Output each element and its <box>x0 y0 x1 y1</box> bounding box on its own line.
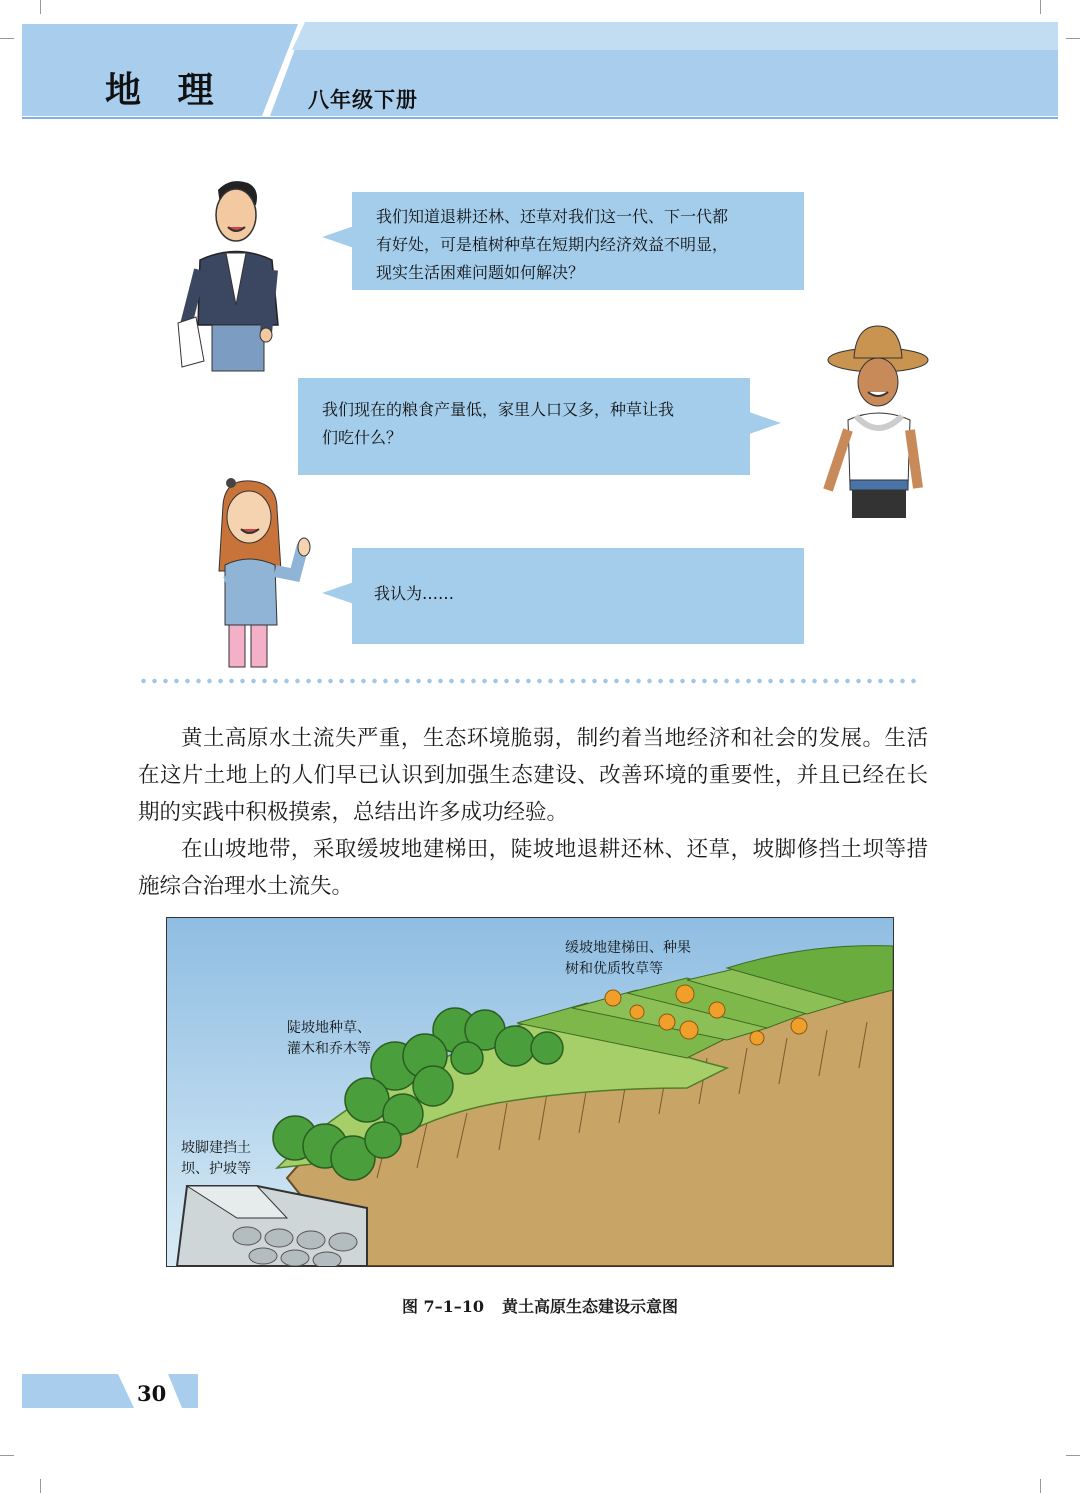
speech-bubble-farmer <box>298 378 750 475</box>
label-steep-slope <box>287 1018 371 1060</box>
label-line: 陡坡地种草、 <box>287 1020 371 1036</box>
label-terraces <box>565 938 691 980</box>
figure-illustration <box>166 917 894 1267</box>
paragraph: 黄土高原水土流失严重，生态环境脆弱，制约着当地经济和社会的发展。生活在这片土地上的人们早已认识到加强生态建设、改善环境的重要性，并且已经在长期的实践中积极摸索，总结出许多成功经验。 <box>138 726 928 825</box>
label-line: 灌木和乔木等 <box>287 1041 371 1057</box>
bubble-pointer <box>322 226 354 248</box>
bubble-pointer <box>749 412 781 434</box>
label-line: 树和优质牧草等 <box>565 961 663 977</box>
loess-plateau-scene <box>167 918 893 1266</box>
bubble-line: 有好处，可是植树种草在短期内经济效益不明显， <box>376 235 729 254</box>
bubble-line: 们吃什么？ <box>322 428 403 447</box>
grade-subtitle: 八年级下册 <box>308 88 418 112</box>
speech-bubble-student <box>352 548 804 644</box>
label-line: 缓坡地建梯田、种果 <box>565 940 691 956</box>
student-character-illustration <box>190 475 340 670</box>
official-character-illustration <box>170 175 320 375</box>
paragraph: 在山坡地带，采取缓坡地建梯田，陡坡地退耕还林、还草，坡脚修挡土坝等措施综合治理水土流失。 <box>138 837 928 899</box>
bubble-line: 我们知道退耕还林、还草对我们这一代、下一代都 <box>376 207 729 226</box>
subject-title: 地 理 <box>105 70 226 111</box>
bubble-line: 现实生活困难问题如何解决？ <box>376 263 585 282</box>
caption-title: 黄土高原生态建设示意图 <box>502 1297 679 1316</box>
label-slope-foot <box>181 1138 251 1180</box>
figure-caption <box>0 1294 1080 1317</box>
bubble-line: 我认为…… <box>374 584 455 603</box>
label-line: 坡脚建挡土 <box>181 1140 251 1156</box>
dotted-divider <box>138 678 922 684</box>
label-line: 坝、护坡等 <box>181 1161 251 1177</box>
bubble-pointer <box>322 582 354 604</box>
speech-bubble-official <box>352 192 804 290</box>
bubble-line: 我们现在的粮食产量低，家里人口又多，种草让我 <box>322 400 675 419</box>
page-number-tab <box>22 1374 202 1410</box>
page-number: 30 <box>137 1381 167 1406</box>
caption-number: 图 7–1–10 <box>401 1297 485 1316</box>
farmer-character-illustration <box>800 320 950 520</box>
body-text <box>138 720 928 905</box>
